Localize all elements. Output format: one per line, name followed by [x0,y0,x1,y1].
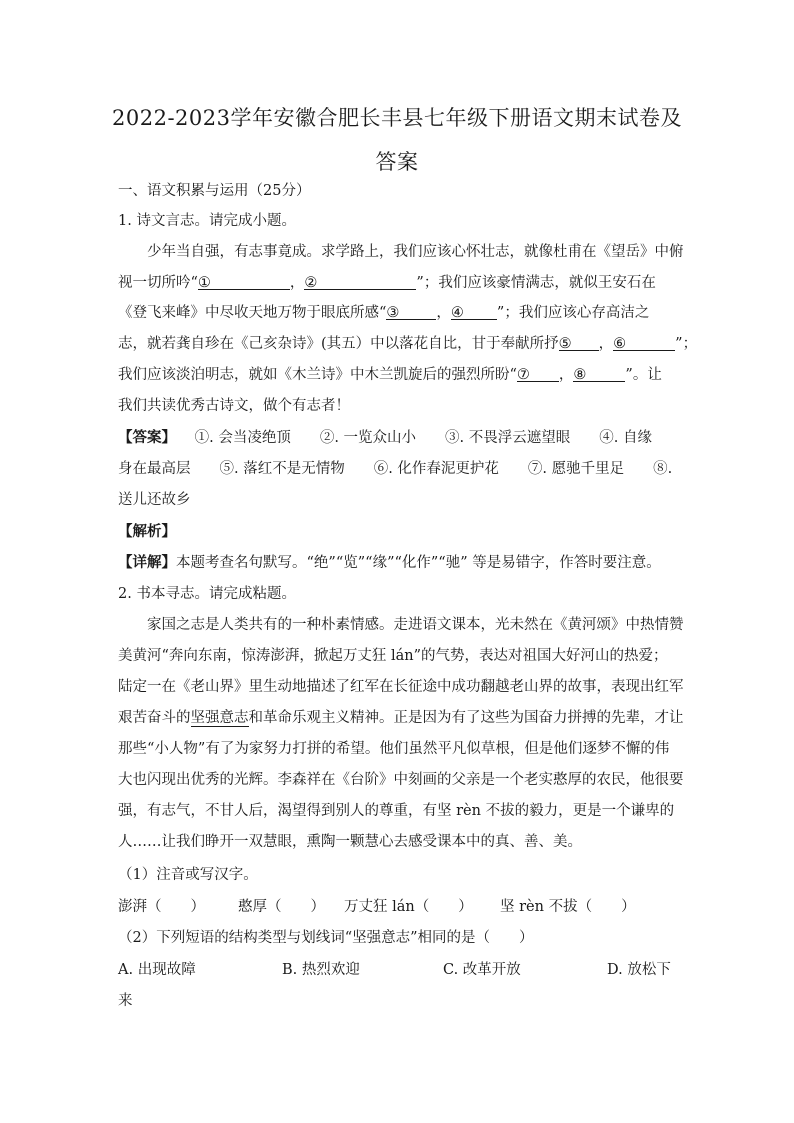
answer-blank[interactable] [198,272,290,290]
option-c[interactable]: C. 改革开放 [443,962,521,978]
sub-question-2: （2）下列短语的结构类型与划线词“坚强意志”相同的是（ ） [118,930,534,946]
answer-blank[interactable] [559,333,599,351]
detail-text: 本题考查名句默写。“绝”“览”“缘”“化作”“驰” 等是易错字，作答时要注意。 [176,555,661,571]
answer-blank[interactable] [517,364,559,382]
analysis-label: 【解析】 [118,523,176,540]
q1-text: ， [598,336,614,352]
q1-text: ， [289,275,305,291]
answer-blank[interactable] [304,272,416,290]
page-title [110,96,684,184]
blank-number: ⑧ [573,367,587,383]
q1-text: 视一切所吟“ [118,275,198,291]
pinyin-item[interactable]: 憨厚（ ） [238,899,325,915]
q2-paragraph-line [118,707,684,729]
q2-text: 和革命乐观主义精神。正是因为有了这些为国奋力拼搏的先辈，才让 [248,710,684,726]
option-d-wrap: 来 [118,993,133,1009]
detail-line [118,552,661,574]
q2-paragraph-line: 大也闪现出优秀的光辉。李森祥在《台阶》中刻画的父亲是一个老实憨厚的农民，他很要 [118,772,684,788]
option-a[interactable]: A. 出现故障 [118,962,196,978]
q2-paragraph-line: 家国之志是人类共有的一种朴素情感。走进语文课本，光未然在《黄河颂》中热情赞 [147,617,684,633]
answer-line: 送儿还故乡 [118,492,191,508]
answer-blank[interactable] [613,333,675,351]
blank-number: ② [304,275,318,291]
q1-paragraph-line: 我们共读优秀古诗文，做个有志者！ [118,398,350,414]
blank-number: ③ [386,305,400,321]
question-1-stem: 1. 诗文言志。请完成小题。 [118,213,296,229]
sub-question-1: （1）注音或写汉字。 [118,867,258,883]
option-b[interactable]: B. 热烈欢迎 [282,962,360,978]
answer-line: 身在最高层 ⑤. 落红不是无情物 ⑥. 化作春泥更护花 ⑦. 愿驰千里足 ⑧. [118,461,673,477]
q2-text: 艰苦奋斗的 [118,710,191,726]
option-d[interactable]: D. 放松下 [607,962,671,978]
blank-number: ④ [450,305,464,321]
answer-blank[interactable] [573,364,625,382]
q2-paragraph-line: 那些“小人物”有了为家努力打拼的希望。他们虽然平凡似草根，但是他们逐梦不懈的伟 [118,741,670,757]
title-line-1: 2022-2023学年安徽合肥长丰县七年级下册语文期末试卷及 [112,106,682,130]
question-2-stem: 2. 书本寻志。请完成粘题。 [118,586,296,602]
answer-label: 【答案】 [118,429,176,446]
q1-text: ”；我们应该豪情满志，就似王安石在 [416,275,656,291]
q1-text: ”； [675,336,698,352]
blank-number: ① [197,275,211,291]
blank-number: ⑥ [613,336,627,352]
q1-paragraph-line [118,272,656,294]
blank-number: ⑦ [516,367,530,383]
q1-text: 我们应该淡泊明志，就如《木兰诗》中木兰凯旋后的强烈所盼“ [118,367,517,383]
q2-paragraph-line: 强，有志气，不甘人后，渴望得到别人的尊重，有坚 rèn 不拔的毅力，更是一个谦卑的 [118,803,675,819]
q1-paragraph-line: 少年当自强，有志事竟成。求学路上，我们应该心怀壮志，就像杜甫在《望岳》中俯 [147,244,684,260]
q1-paragraph-line [118,333,697,355]
q1-text: ”。让 [625,367,662,383]
q1-paragraph-line [118,364,662,386]
q1-text: 志，就若龚自珍在《己亥杂诗》(其五）中以落花自比，甘于奉献所抒 [118,336,559,352]
q2-paragraph-line: 陆定一在《老山界》里生动地描述了红军在长征途中成功翻越老山界的故事，表现出红军 [118,679,684,695]
underlined-phrase: 坚强意志 [190,710,249,726]
q1-text: ， [558,367,574,383]
detail-label: 【详解】 [118,554,176,571]
q1-text: 《登飞来峰》中尽收天地万物于眼底所感“ [118,305,387,321]
pinyin-item[interactable]: 澎湃（ ） [118,899,205,915]
answer-blank[interactable] [451,302,497,320]
answer-line [118,427,652,449]
blank-number: ⑤ [558,336,572,352]
q2-paragraph-line: 人……让我们睁开一双慧眼，熏陶一颗慧心去感受课本中的真、善、美。 [118,834,582,850]
title-line-2: 答案 [375,150,419,174]
q2-paragraph-line: 美黄河“奔向东南，惊涛澎湃，掀起万丈狂 lán”的气势，表达对祖国大好河山的热爱； [118,648,668,664]
pinyin-item[interactable]: 坚 rèn 不拔（ ） [500,899,636,915]
section-heading: 一、语文积累与运用（25分） [118,183,311,199]
q1-text: ”；我们应该心存高洁之 [496,305,650,321]
answer-text: ①. 会当凌绝顶 ②. 一览众山小 ③. 不畏浮云遮望眼 ④. 自缘 [194,430,652,446]
q1-paragraph-line [118,302,649,324]
pinyin-item[interactable]: 万丈狂 lán（ ） [344,899,473,915]
q1-text: ， [436,305,451,321]
answer-blank[interactable] [386,302,436,320]
